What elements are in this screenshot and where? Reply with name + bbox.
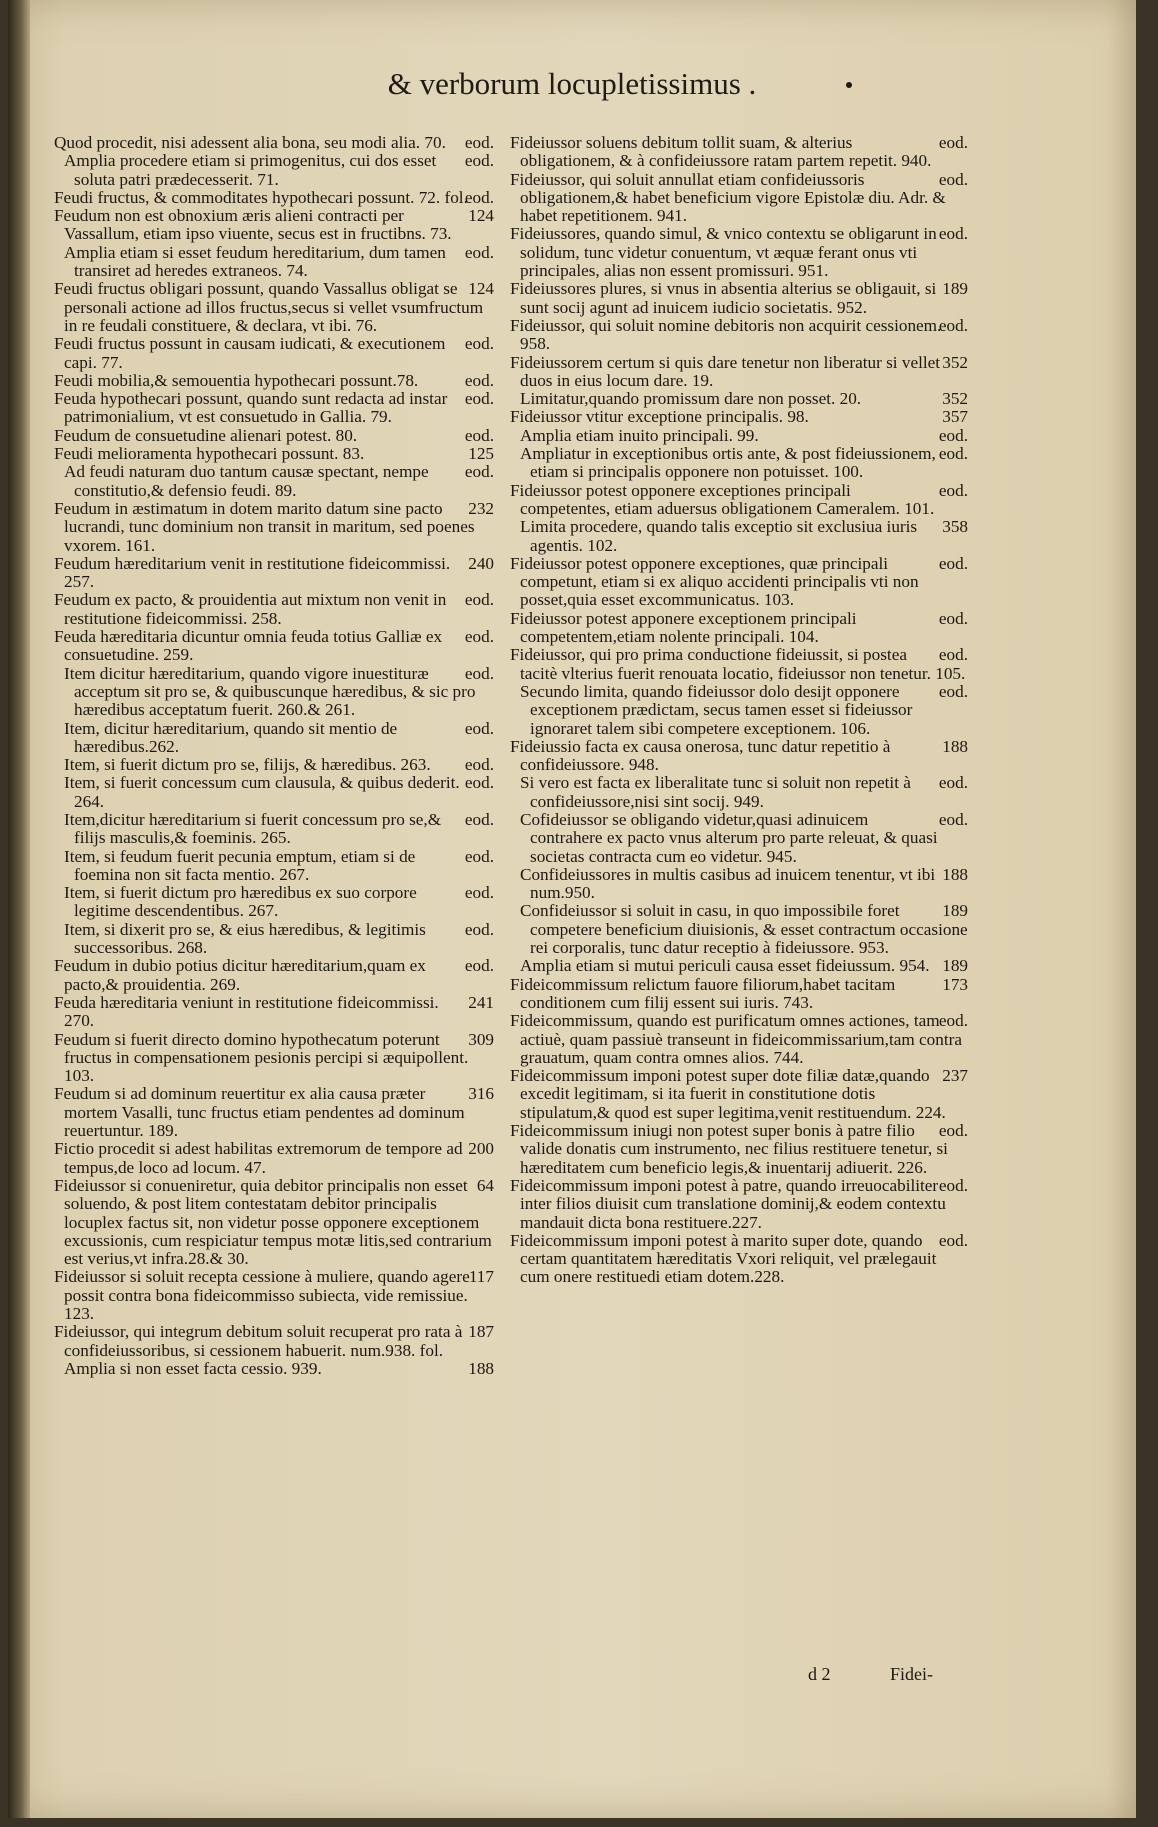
- index-entry: [54, 427, 494, 445]
- entry-text: Feudum hæreditarium venit in restitutione fideicommissi. 257.: [54, 553, 451, 592]
- index-entry: [510, 976, 968, 1013]
- folio-reference: eod.: [464, 187, 494, 207]
- index-entry: [510, 610, 968, 647]
- folio-reference: 189: [942, 956, 968, 976]
- book-page: [8, 0, 1136, 1818]
- entry-text: Amplia procedere etiam si primogenitus, cui dos esset soluta patri prædecesserit. 71.: [64, 151, 437, 189]
- folio-reference: eod.: [464, 919, 494, 939]
- entry-text: Item dicitur hæreditarium, quando vigore inuestituræ acceptum sit pro se, & quibuscunque hæredibus, & sic pro hæredibus acceptatum fuerit. 260.& 261.: [64, 663, 476, 720]
- index-entry: [54, 244, 494, 281]
- index-entry: [54, 335, 494, 372]
- folio-reference: 316: [468, 1084, 494, 1104]
- entry-text: Feudum ex pacto, & prouidentia aut mixtum non venit in restitutione fideicommissi. 258.: [54, 590, 447, 628]
- folio-reference: 117: [468, 1267, 494, 1287]
- index-entry: [54, 848, 494, 885]
- folio-reference: 124: [468, 279, 494, 299]
- index-entry: [54, 720, 494, 757]
- index-entry: [54, 152, 494, 189]
- entry-text: Fideiussor si conueniretur, quia debitor principalis non esset soluendo, & post litem contestatam debitor principalis locuplex factus sit, non videtur posse opponere exceptionem excussionis, cum respiciatur tempus motæ litis,sed contrarium est verius,vt infra.28.& 30.: [54, 1175, 492, 1269]
- folio-reference: eod.: [938, 444, 968, 464]
- folio-reference: eod.: [938, 133, 968, 152]
- folio-reference: eod.: [464, 663, 494, 683]
- folio-reference: 200: [468, 1139, 494, 1159]
- entry-text: Fideiussio facta ex causa onerosa, tunc datur repetitio à confideiussore. 948.: [510, 736, 891, 775]
- entry-text: Fideicommissum imponi potest à marito super dote, quando certam quantitatem hæreditatis Vxori reliquit, vel prælegauit cum onere restituedi etiam dotem.228.: [510, 1230, 937, 1287]
- entry-text: Item, dicitur hæreditarium, quando sit mentio de hæredibus.262.: [64, 718, 398, 756]
- folio-reference: eod.: [464, 755, 494, 775]
- folio-reference: 352: [942, 389, 968, 409]
- folio-reference: eod.: [464, 627, 494, 647]
- entry-text: Amplia etiam si esset feudum hereditarium, dum tamen transiret ad heredes extraneos. 74.: [64, 242, 446, 281]
- index-entry: [510, 1122, 968, 1177]
- folio-reference: eod.: [464, 425, 494, 445]
- folio-reference: eod.: [464, 718, 494, 738]
- entry-text: Fideicommissum relictum fauore filiorum,habet tacitam conditionem cum filij essent sui iuris. 743.: [510, 974, 896, 1012]
- folio-reference: eod.: [938, 553, 968, 573]
- index-entry: [510, 1012, 968, 1067]
- entry-text: Fideicommissum imponi potest à patre, quando irreuocabiliter inter filios diuisit cum translatione dominij,& eodem contextu mandauit dicta bona restituere.227.: [510, 1175, 946, 1232]
- entry-text: Feudi fructus possunt in causam iudicati, & executionem capi. 77.: [54, 334, 446, 372]
- index-entry: [510, 1232, 968, 1287]
- entry-text: Feudum in æstimatum in dotem marito datum sine pacto lucrandi, tunc dominium non transit in maritum, sed poenes vxorem. 161.: [54, 498, 475, 555]
- folio-reference: eod.: [464, 590, 494, 610]
- entry-text: Fideiussores, quando simul, & vnico contextu se obligarunt in solidum, tunc videtur conuentum, vt æquæ ferant onus vti principales, alias non essent promissuri. 951.: [510, 224, 937, 281]
- entry-text: Amplia si non esset facta cessio. 939.: [64, 1358, 322, 1378]
- folio-reference: 64: [476, 1175, 494, 1195]
- folio-reference: eod.: [464, 133, 494, 152]
- folio-reference: eod.: [464, 462, 494, 482]
- running-head: & verborum locupletissimus .: [387, 66, 757, 101]
- entry-text: Feudi fructus, & commoditates hypothecari possunt. 72. fol.: [54, 187, 468, 207]
- index-entry: [510, 390, 968, 408]
- index-entry: [510, 518, 968, 555]
- folio-reference: 125: [468, 444, 494, 464]
- book-binding: [8, 0, 30, 1818]
- folio-reference: 188: [942, 864, 968, 884]
- entry-text: Fideicommissum imponi potest super dote filiæ datæ,quando excedit legitimam, si ita fuerit in constitutione dotis stipulatum,& quod est super legitima,venit restituendum. 224.: [510, 1066, 946, 1122]
- entry-text: Fideiussores plures, si vnus in absentia alterius se obligauit, si sunt socij agunt ad inuicem iudicio societatis. 952.: [510, 279, 937, 317]
- index-entry: [510, 1177, 968, 1232]
- index-entry: [54, 207, 494, 244]
- index-entry: [54, 1140, 494, 1177]
- entry-text: Item,dicitur hæreditarium si fuerit concessum pro se,& filijs masculis,& foeminis. 265.: [64, 809, 442, 848]
- index-column-left: [54, 134, 494, 1378]
- index-entry: [510, 774, 968, 811]
- entry-text: Fideiussor si soluit recepta cessione à muliere, quando agere possit contra bona fideicommisso subiecta, vide remissiue. 123.: [54, 1267, 470, 1323]
- index-entry: [510, 646, 968, 683]
- folio-reference: 188: [942, 736, 968, 756]
- index-entry: [54, 500, 494, 555]
- index-entry: [54, 756, 494, 774]
- folio-reference: eod.: [938, 681, 968, 701]
- entry-text: Feudi fructus obligari possunt, quando Vassallus obligat se personali actione ad illos fructus,secus si vellet vsumfructum in re feudali constituere, & declara, vt ibi. 76.: [54, 279, 484, 335]
- folio-reference: 173: [942, 974, 968, 994]
- index-entry: [510, 427, 968, 445]
- folio-reference: eod.: [464, 334, 494, 354]
- folio-reference: eod.: [938, 315, 968, 335]
- index-entry: [510, 317, 968, 354]
- index-entry: [510, 811, 968, 866]
- folio-reference: 189: [942, 279, 968, 299]
- entry-text: Confideiussor si soluit in casu, in quo impossibile foret competere beneficium diuisionis, & esset contractum occasione rei corporalis, tunc datur receptio à fideiussore. 953.: [520, 901, 968, 958]
- entry-text: Feudum si fuerit directo domino hypothecatum poterunt fructus in compensationem pesionis percipi si æquipollent. 103.: [54, 1029, 469, 1086]
- index-entry: [54, 774, 494, 811]
- entry-text: Feudum non est obnoxium æris alieni contracti per Vassallum, etiam ipso viuente, secus est in fructibns. 73.: [54, 206, 452, 244]
- folio-reference: eod.: [938, 809, 968, 829]
- folio-reference: eod.: [464, 846, 494, 866]
- catchword: Fidei-: [890, 1664, 933, 1684]
- index-entry: [54, 665, 494, 720]
- index-entry: [54, 994, 494, 1031]
- entry-text: Limita procedere, quando talis exceptio sit exclusiua iuris agentis. 102.: [520, 517, 918, 555]
- index-entry: [510, 957, 968, 975]
- entry-text: Item, si dixerit pro se, & eius hæredibus, & legitimis successoribus. 268.: [64, 919, 426, 958]
- folio-reference: eod.: [464, 389, 494, 409]
- entry-text: Ampliatur in exceptionibus ortis ante, & post fideiussionem, etiam si principalis opponere non potuisset. 100.: [520, 444, 936, 482]
- entry-text: Fideiussor potest opponere exceptiones, quæ principali competunt, etiam si ex aliquo accidenti principalis vti non posset,quia esset excommunicatus. 103.: [510, 553, 919, 610]
- index-entry: [54, 884, 494, 921]
- folio-reference: 352: [942, 352, 968, 372]
- folio-reference: eod.: [464, 370, 494, 390]
- ink-dot: [846, 82, 852, 88]
- folio-reference: eod.: [938, 608, 968, 628]
- index-entry: [510, 445, 968, 482]
- folio-reference: eod.: [464, 773, 494, 793]
- entry-text: Quod procedit, nisi adessent alia bona, seu modi alia. 70.: [54, 133, 446, 152]
- entry-text: Feudum in dubio potius dicitur hæreditarium,quam ex pacto,& prouidentia. 269.: [54, 956, 426, 994]
- folio-reference: 237: [942, 1066, 968, 1086]
- entry-text: Fideiussor soluens debitum tollit suam, & alterius obligationem, & à confideiussore ratam partem repetit. 940.: [510, 133, 932, 171]
- entry-text: Feuda hæreditaria veniunt in restitutione fideicommissi. 270.: [54, 992, 439, 1031]
- entry-text: Fideiussor, qui integrum debitum soluit recuperat pro rata à confideiussoribus, si cessionem habuerit. num.938. fol.: [54, 1322, 463, 1360]
- folio-reference: eod.: [938, 1175, 968, 1195]
- folio-reference: 187: [468, 1322, 494, 1342]
- folio-reference: eod.: [938, 773, 968, 793]
- entry-text: Si vero est facta ex liberalitate tunc si soluit non repetit à confideiussore,nisi sint socij. 949.: [520, 773, 911, 811]
- entry-text: Cofideiussor se obligando videtur,quasi adinuicem contrahere ex pacto vnus alterum pro parte releuat, & quasi societas contracta cum eo videtur. 945.: [520, 809, 938, 866]
- entry-text: Fideicommissum iniugi non potest super bonis à patre filio valide donatis cum instrumento, nec filius restituere tenetur, si hæreditatem cum beneficio legis,& inuentarij adiuerit. 226.: [510, 1121, 948, 1177]
- index-entry: [54, 1085, 494, 1140]
- entry-text: Item, si fuerit dictum pro hæredibus ex suo corpore legitime descendentibus. 267.: [64, 883, 417, 921]
- index-entry: [54, 445, 494, 463]
- index-entry: [54, 1268, 494, 1323]
- entry-text: Fideiussor potest apponere exceptionem principali competentem,etiam nolente principali. 104.: [510, 608, 857, 647]
- folio-reference: eod.: [464, 242, 494, 262]
- entry-text: Ad feudi naturam duo tantum causæ spectant, nempe constitutio,& defensio feudi. 89.: [64, 462, 429, 500]
- index-entry: [510, 1067, 968, 1122]
- entry-text: Fideiussor, qui pro prima conductione fideiussit, si postea tacitè vlterius fuerit renouata locatio, fideiussor non tenetur. 105.: [510, 645, 966, 683]
- folio-reference: eod.: [938, 1230, 968, 1250]
- index-entry: [510, 866, 968, 903]
- index-entry: [54, 1177, 494, 1268]
- index-entry: [510, 134, 968, 171]
- index-entry: [54, 1323, 494, 1360]
- index-entry: [54, 555, 494, 592]
- folio-reference: 241: [468, 992, 494, 1012]
- index-entry: [54, 957, 494, 994]
- folio-reference: 358: [942, 517, 968, 537]
- entry-text: Feudi melioramenta hypothecari possunt. 83.: [54, 444, 365, 464]
- entry-text: Fideiussor, qui soluit nomine debitoris non acquirit cessionem. 958.: [510, 315, 942, 354]
- index-entry: [510, 902, 968, 957]
- entry-text: Item, si feudum fuerit pecunia emptum, etiam si de foemina non sit facta mentio. 267.: [64, 846, 416, 884]
- index-entry: [510, 280, 968, 317]
- index-entry: [54, 372, 494, 390]
- entry-text: Fideiussorem certum si quis dare tenetur non liberatur si vellet duos in eius locum dare. 19.: [510, 352, 941, 390]
- entry-text: Fideicommissum, quando est purificatum omnes actiones, tam actiuè, quam passiuè transeunt in fideicommissarium,tam contra grauatum, quam contra omnes alios. 744.: [510, 1011, 962, 1067]
- index-entry: [54, 280, 494, 335]
- entry-text: Fictio procedit si adest habilitas extremorum de tempore ad tempus,de loco ad locum. 47.: [54, 1139, 463, 1177]
- index-entry: [54, 189, 494, 207]
- index-entry: [510, 225, 968, 280]
- entry-text: Amplia etiam inuito principali. 99.: [520, 425, 759, 445]
- folio-reference: eod.: [464, 809, 494, 829]
- index-entry: [54, 463, 494, 500]
- entry-text: Limitatur,quando promissum dare non posset. 20.: [520, 389, 862, 409]
- entry-text: Feuda hæreditaria dicuntur omnia feuda totius Galliæ ex consuetudine. 259.: [54, 627, 443, 665]
- entry-text: Fideiussor, qui soluit annullat etiam confideiussoris obligationem,& habet beneficium vigore Epistolæ diu. Adr. & habet repetitionem. 941.: [510, 169, 946, 226]
- index-entry: [54, 390, 494, 427]
- folio-reference: 232: [468, 498, 494, 518]
- folio-reference: eod.: [938, 425, 968, 445]
- folio-reference: 189: [942, 901, 968, 921]
- index-entry: [510, 354, 968, 391]
- folio-reference: eod.: [464, 883, 494, 903]
- folio-reference: eod.: [938, 1121, 968, 1141]
- entry-text: Fideiussor vtitur exceptione principalis. 98.: [510, 407, 809, 427]
- index-entry: [54, 628, 494, 665]
- folio-reference: 188: [468, 1358, 494, 1378]
- index-entry: [510, 171, 968, 226]
- folio-reference: eod.: [938, 1011, 968, 1031]
- entry-text: Item, si fuerit dictum pro se, filijs, & hæredibus. 263.: [64, 755, 431, 775]
- index-entry: [54, 134, 494, 152]
- index-entry: [54, 591, 494, 628]
- index-entry: [510, 408, 968, 426]
- index-entry: [510, 738, 968, 775]
- folio-reference: eod.: [464, 151, 494, 171]
- entry-text: Feudi mobilia,& semouentia hypothecari possunt.78.: [54, 370, 419, 390]
- folio-reference: eod.: [938, 169, 968, 189]
- index-entry: [54, 921, 494, 958]
- index-entry: [510, 482, 968, 519]
- index-entry: [510, 555, 968, 610]
- folio-reference: 124: [468, 206, 494, 226]
- entry-text: Item, si fuerit concessum cum clausula, & quibus dederit. 264.: [64, 773, 460, 811]
- entry-text: Amplia etiam si mutui periculi causa esset fideiussum. 954.: [520, 956, 930, 976]
- index-entry: [510, 683, 968, 738]
- entry-text: Secundo limita, quando fideiussor dolo desijt opponere exceptionem prædictam, secus tamen esset si fideiussor ignoraret talem sibi competere exceptionem. 106.: [520, 681, 913, 738]
- index-entry: [54, 811, 494, 848]
- folio-reference: eod.: [938, 224, 968, 244]
- entry-text: Feudum si ad dominum reuertitur ex alia causa præter mortem Vasalli, tunc fructus etiam pendentes ad dominum reuertuntur. 189.: [54, 1084, 465, 1141]
- folio-reference: 240: [468, 553, 494, 573]
- folio-reference: 309: [468, 1029, 494, 1049]
- index-entry: [54, 1031, 494, 1086]
- folio-reference: 357: [942, 407, 968, 427]
- folio-reference: eod.: [938, 480, 968, 500]
- entry-text: Confideiussores in multis casibus ad inuicem tenentur, vt ibi num.950.: [520, 864, 936, 903]
- folio-reference: eod.: [464, 956, 494, 976]
- entry-text: Fideiussor potest opponere exceptiones principali competentes, etiam aduersus obligationem Cameralem. 101.: [510, 480, 935, 518]
- entry-text: Feuda hypothecari possunt, quando sunt redacta ad instar patrimonialium, vt est consuetudo in Gallia. 79.: [54, 389, 448, 427]
- index-column-right: [510, 134, 968, 1287]
- folio-reference: eod.: [938, 645, 968, 665]
- signature-mark: d 2: [808, 1664, 831, 1684]
- entry-text: Feudum de consuetudine alienari potest. 80.: [54, 425, 358, 445]
- index-entry: [54, 1360, 494, 1378]
